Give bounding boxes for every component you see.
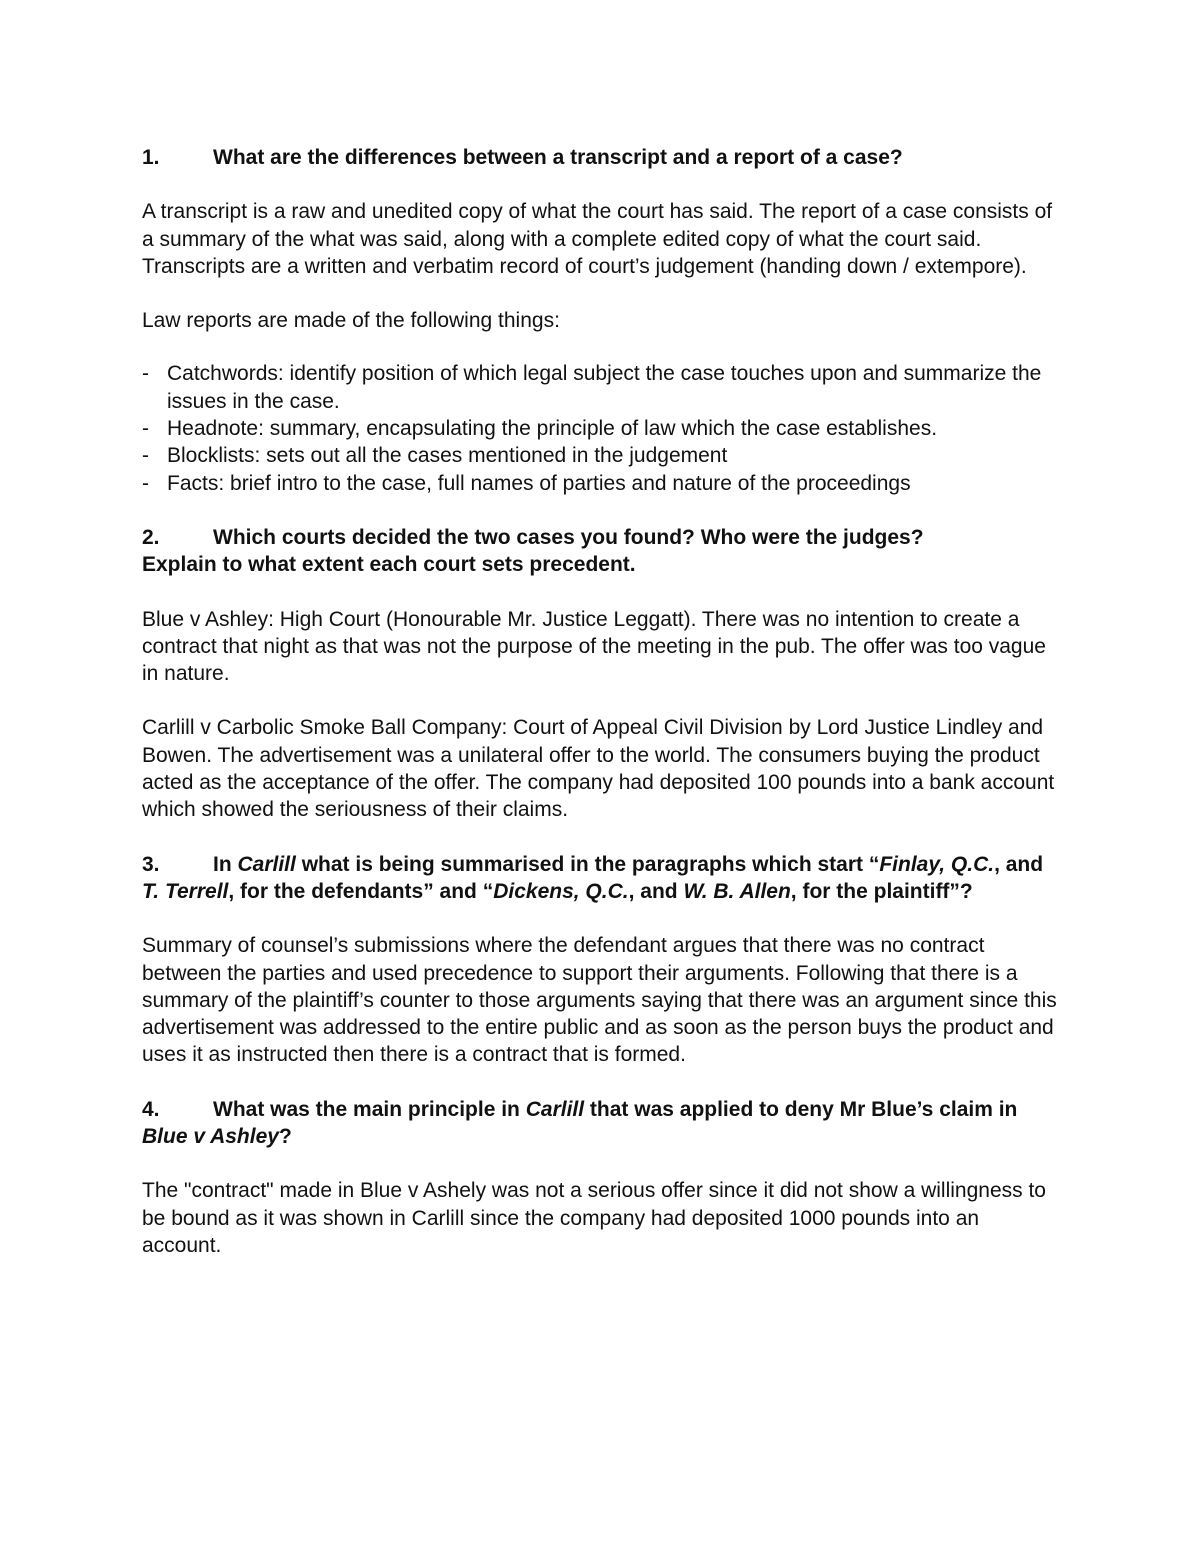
law-reports-intro: Law reports are made of the following things:	[142, 309, 560, 333]
question-number: 1.	[142, 146, 160, 169]
list-item-text: Facts: brief intro to the case, full names of parties and nature of the proceedings	[167, 471, 911, 495]
answer-3-paragraph: Summary of counsel’s submissions where the defendant argues that there was no contract between the parties and used precedence to support their arguments. Following that there is a summary of the plaintiff’s counter to those arguments saying that there was an argument since this advertisement was addressed to the entire public and as soon as the person buys the product and uses it as instructed then there is a contract that is formed.	[142, 934, 1057, 1067]
dash-bullet: -	[142, 417, 149, 441]
question-2	[142, 524, 1062, 579]
answer-4-paragraph: The "contract" made in Blue v Ashely was not a serious offer since it did not show a willingness to be bound as it was shown in Carlill since the company had deposited 1000 pounds into an account.	[142, 1179, 1046, 1257]
question-text: , for the defendants” and “	[228, 879, 494, 903]
question-text: that was applied to deny Mr Blue’s claim in	[584, 1097, 1018, 1121]
answer-2-blue-v-ashley: Blue v Ashley: High Court (Honourable Mr. Justice Leggatt). There was no intention to create a contract that night as that was not the purpose of the meeting in the pub. The offer was too vague in nature.	[142, 607, 1046, 686]
dash-bullet: -	[142, 444, 149, 468]
question-3	[142, 851, 1062, 906]
list-item	[142, 415, 1062, 442]
case-name-italic: Carlill	[525, 1097, 585, 1121]
question-text: In	[213, 852, 238, 876]
list-item-text: Blocklists: sets out all the cases mentioned in the judgement	[167, 444, 728, 468]
question-1	[142, 144, 1062, 171]
counsel-name-italic: W. B. Allen	[683, 879, 791, 903]
list-item	[142, 360, 1062, 415]
question-text: ?	[278, 1125, 292, 1149]
question-text: , and	[628, 879, 684, 903]
list-item	[142, 442, 1062, 469]
question-text-line-2: Explain to what extent each court sets precedent.	[142, 553, 636, 577]
law-report-parts-list	[142, 360, 1062, 496]
question-text-line-1: Which courts decided the two cases you found? Who were the judges?	[213, 525, 924, 549]
answer-2-carlill: Carlill v Carbolic Smoke Ball Company: Court of Appeal Civil Division by Lord Justice Lindley and Bowen. The advertisement was a unilateral offer to the world. The consumers buying the product acted as the acceptance of the offer. The company had deposited 100 pounds into a bank account which showed the seriousness of their claims.	[142, 716, 1055, 822]
question-4	[142, 1096, 1062, 1151]
list-item	[142, 470, 1062, 497]
counsel-name-italic: Finlay, Q.C.	[879, 852, 995, 876]
question-text: What was the main principle in	[213, 1097, 526, 1121]
answer-1-paragraph: A transcript is a raw and unedited copy of what the court has said. The report of a case consists of a summary of the what was said, along with a complete edited copy of what the court said. Transcripts are a written and verbatim record of court’s judgement (handing down / extempore).	[142, 200, 1053, 278]
counsel-name-italic: T. Terrell	[142, 879, 229, 903]
list-item-text: Catchwords: identify position of which legal subject the case touches upon and summarize the issues in the case.	[167, 362, 1042, 413]
counsel-name-italic: Dickens, Q.C.	[493, 879, 629, 903]
question-text: , and	[994, 852, 1044, 876]
dash-bullet: -	[142, 471, 149, 495]
case-name-italic: Blue v Ashley	[142, 1125, 279, 1149]
question-number: 2.	[142, 525, 160, 549]
case-name-italic: Carlill	[237, 852, 296, 876]
question-text: what is being summarised in the paragraphs which start “	[295, 852, 880, 876]
dash-bullet: -	[142, 362, 149, 386]
question-text: What are the differences between a transcript and a report of a case?	[213, 146, 903, 169]
question-text: , for the plaintiff”?	[790, 879, 973, 903]
question-number: 3.	[142, 852, 160, 876]
question-number: 4.	[142, 1097, 160, 1121]
document-page	[142, 144, 1062, 1286]
list-item-text: Headnote: summary, encapsulating the principle of law which the case establishes.	[167, 417, 938, 441]
